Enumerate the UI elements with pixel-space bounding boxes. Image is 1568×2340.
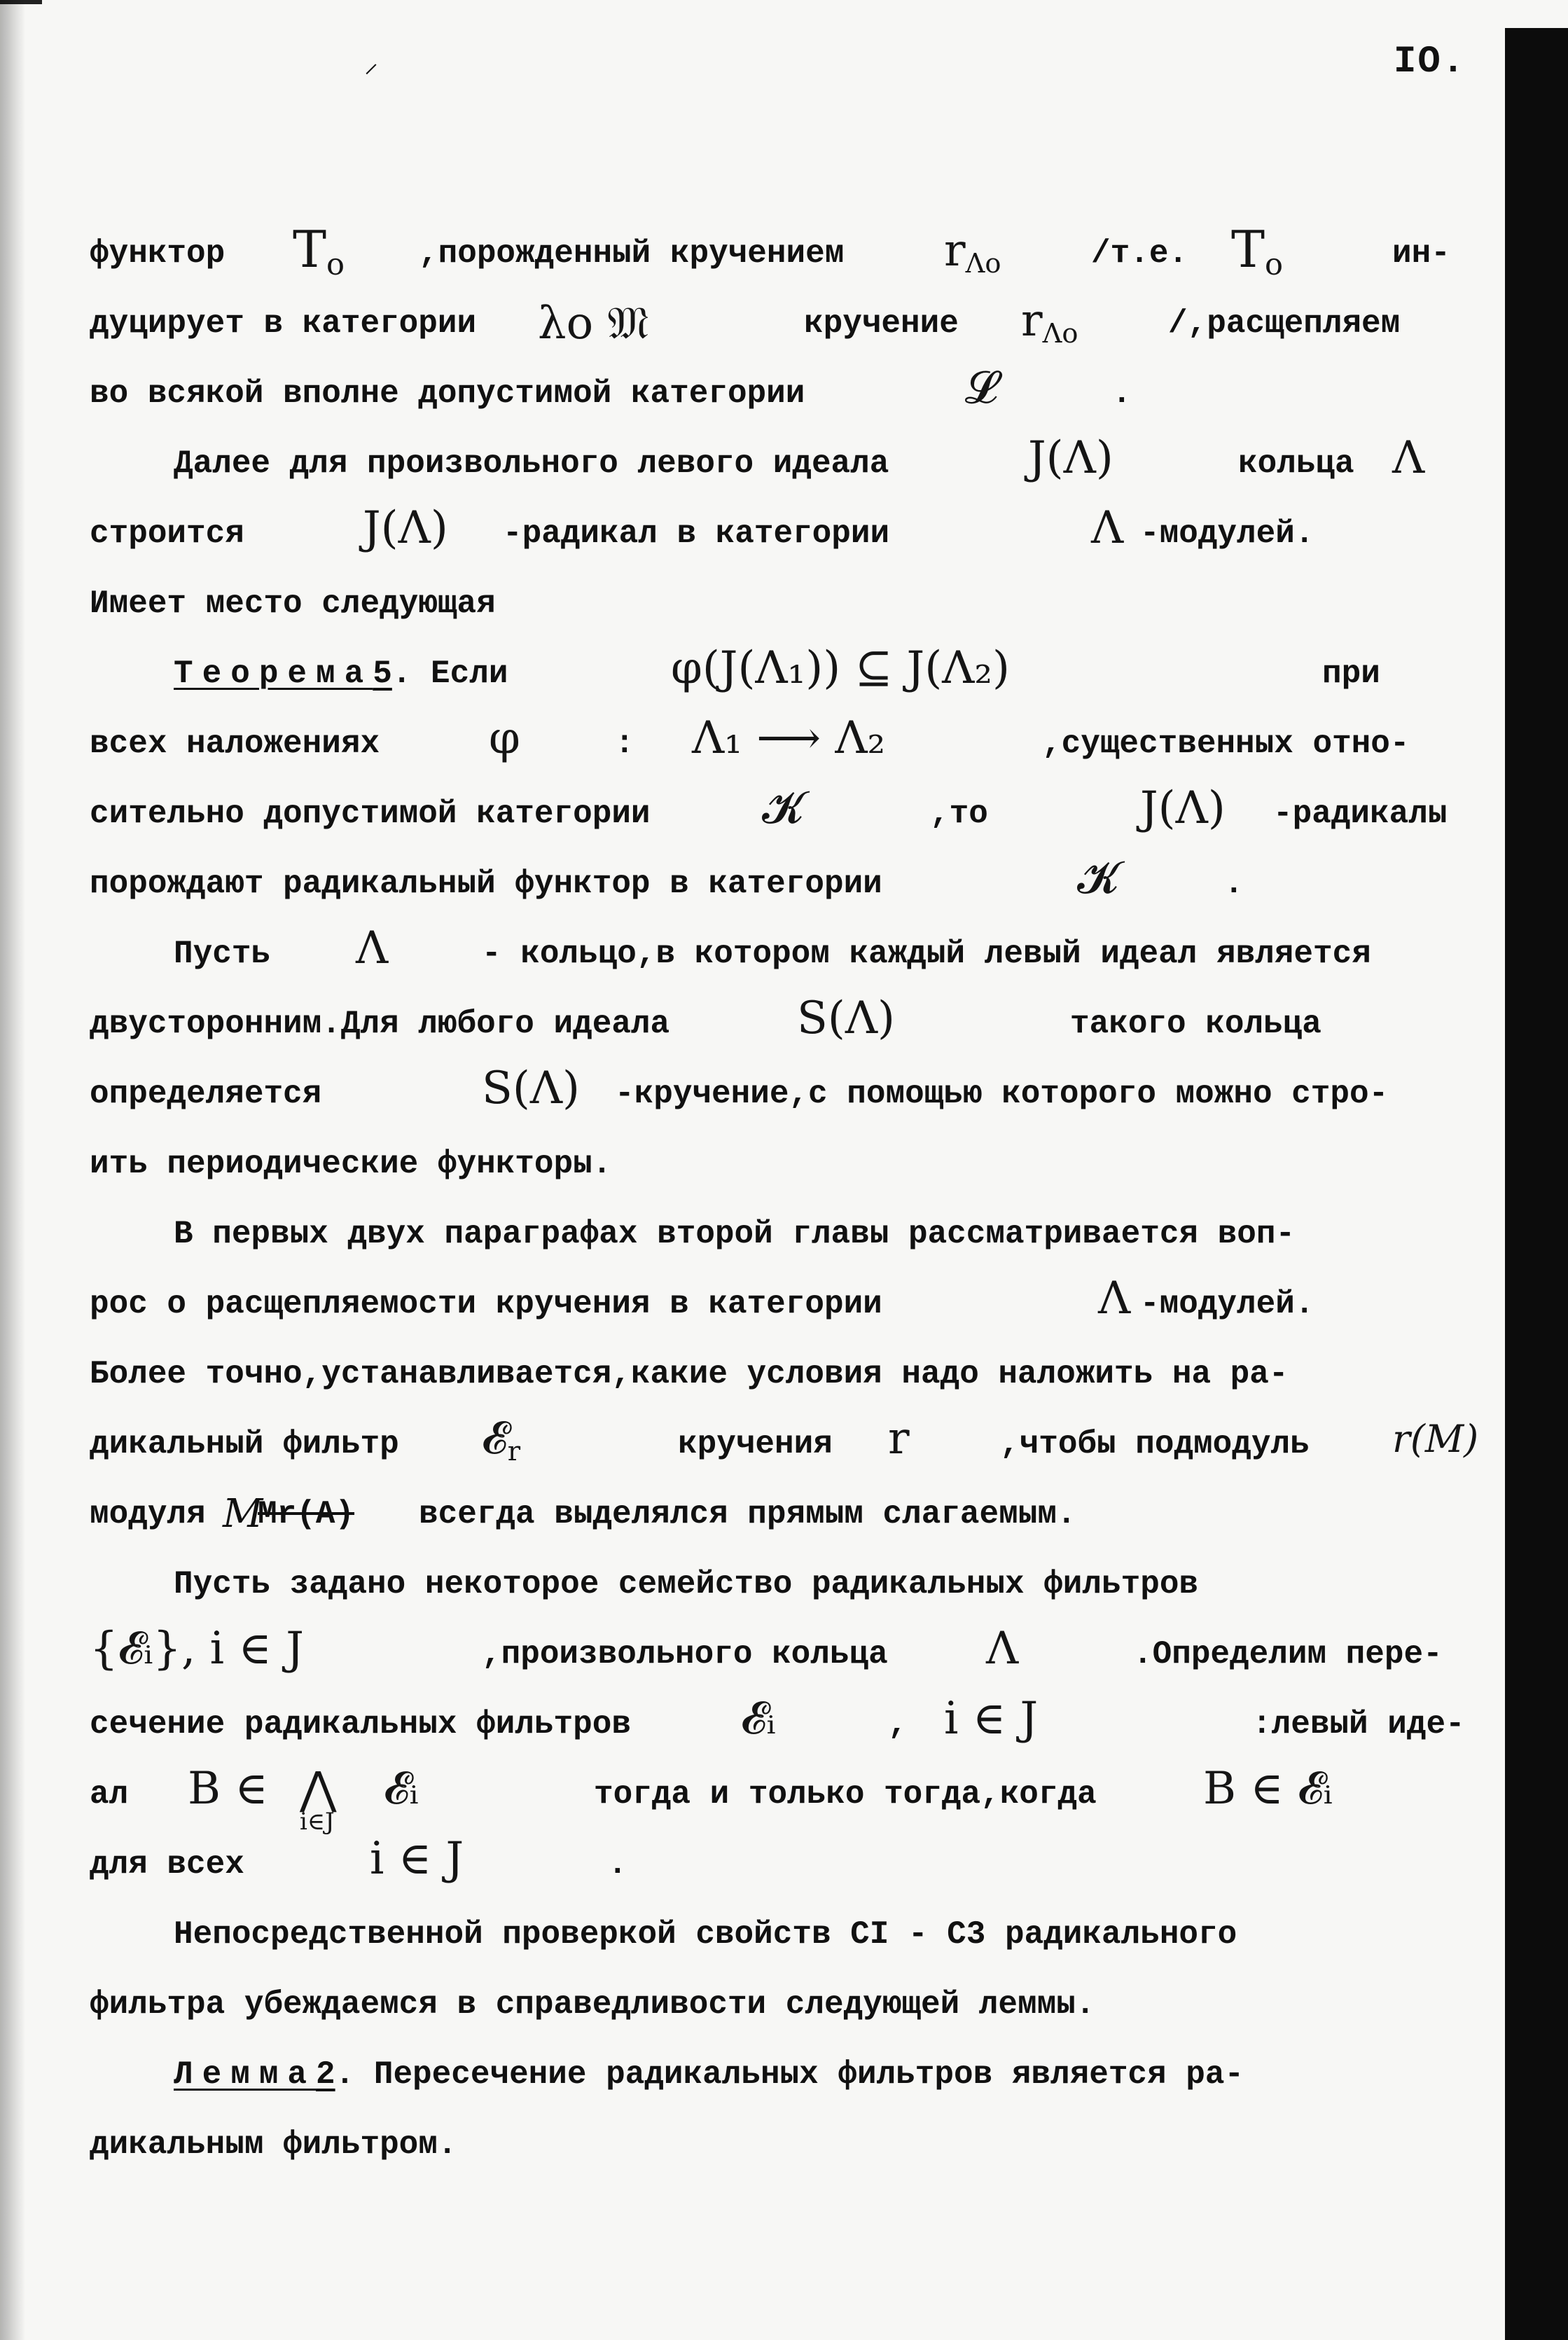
text-run: /,расщепляем (1168, 305, 1401, 342)
text-run: кручение (804, 305, 959, 342)
text-line (90, 289, 1483, 359)
text-line (90, 919, 1483, 989)
text-run: двусторонним.Для любого идеала (90, 1006, 670, 1042)
text-line (90, 1969, 1483, 2040)
math-J-Lambda: J(Λ) (1028, 432, 1113, 484)
text-run: . (1112, 375, 1132, 412)
text-line (90, 359, 1483, 429)
text-run: :левый иде- (1252, 1706, 1465, 1743)
text-run: кольца (1238, 445, 1354, 482)
math-r-lambda0: rΛo (944, 225, 1001, 279)
math-meet: ⋀ (300, 1763, 337, 1815)
math-Lambda: Λ (356, 922, 389, 974)
text-line (90, 1129, 1483, 1199)
math-i-in-J: i ∈ J (944, 1693, 1039, 1745)
math-Lambda: Λ (1091, 502, 1124, 554)
text-run: всегда выделялся прямым слагаемым. (419, 1496, 1076, 1532)
math-filter-family: {𝓔ᵢ}, i ∈ J (90, 1623, 304, 1675)
text-line (90, 849, 1483, 919)
text-line (90, 989, 1483, 1059)
lemma-heading: Лемма2. Пересечение радикальных фильтров является ра- (174, 2056, 1244, 2093)
text-run: : (615, 726, 634, 762)
text-line (90, 219, 1483, 289)
text-run: дуцирует в категории (90, 305, 477, 342)
text-run: определяется (90, 1076, 322, 1112)
math-B-in: B ∈ (188, 1763, 268, 1815)
math-lambda0-M: λo 𝔐 (538, 298, 649, 349)
text-run: функтор (90, 235, 226, 272)
text-line (90, 709, 1483, 779)
text-run: сительно допустимой категории (90, 796, 651, 832)
text-run: порождают радикальный функтор в категории (90, 866, 882, 902)
text-run: ,то (930, 796, 988, 832)
text-run: ,чтобы подмодуль (1000, 1426, 1310, 1462)
text-run: тогда и только тогда,когда (594, 1776, 1097, 1813)
math-cal-K: 𝓚 (762, 782, 804, 834)
math-T0: To (1231, 220, 1284, 282)
text-line (90, 1899, 1483, 1969)
text-run: -радикалы (1273, 796, 1448, 832)
math-Lambda: Λ (1392, 432, 1425, 484)
text-run: ин- (1392, 235, 1450, 272)
text-run: модуля (90, 1496, 206, 1532)
math-cal-L: 𝓛 (965, 362, 998, 414)
math-theorem5-condition: φ(J(Λ₁)) ⊆ J(Λ₂) (671, 642, 1010, 694)
text-line (90, 1199, 1483, 1269)
text-run: ,порожденный кручением (419, 235, 845, 272)
text-run: ал (90, 1776, 129, 1813)
math-meet-index: i∈J (300, 1808, 335, 1836)
math-cal-K: 𝓚 (1077, 852, 1119, 904)
text-line (90, 2040, 1483, 2110)
text-line (90, 429, 1483, 499)
text-run: - кольцо,в котором каждый левый идеал является (482, 936, 1371, 972)
text-run: ить периодические функторы. (90, 1146, 612, 1182)
text-line (90, 1759, 1483, 1836)
text-run: , (888, 1706, 908, 1743)
text-run: такого кольца (1070, 1006, 1321, 1042)
text-line (90, 1479, 1483, 1549)
text-run: . (608, 1846, 627, 1883)
text-line (90, 2110, 1483, 2180)
math-J-Lambda: J(Λ) (363, 502, 448, 554)
math-i-in-J: i ∈ J (370, 1833, 464, 1885)
text-run: Более точно,устанавливается,какие условия надо наложить на ра- (90, 1356, 1289, 1392)
text-line (90, 569, 1483, 639)
math-B-in-E-i: B ∈ 𝓔ᵢ (1203, 1763, 1333, 1815)
text-run: ,существенных отно- (1042, 726, 1410, 762)
math-phi: φ (489, 712, 520, 764)
struck-text: Mr(A) (258, 1496, 355, 1532)
text-run: -кручение,с помощью которого можно стро- (615, 1076, 1389, 1112)
math-T0: To (293, 220, 345, 282)
text-run: сечение радикальных фильтров (90, 1706, 631, 1743)
text-run: -модулей. (1140, 1286, 1314, 1322)
text-run: строится (90, 515, 244, 552)
text-run: всех наложениях (90, 726, 380, 762)
text-run: . (1224, 866, 1244, 902)
text-run: -радикал в категории (503, 515, 890, 552)
text-line (90, 1619, 1483, 1689)
theorem-heading: Теорема5. Если (174, 656, 508, 692)
page-number: IO. (1394, 41, 1466, 83)
text-run: при (1322, 656, 1380, 692)
text-line (90, 1549, 1483, 1619)
text-run: рос о расщепляемости кручения в категории (90, 1286, 882, 1322)
math-M-handwritten: M (223, 1491, 263, 1537)
math-E-r: 𝓔r (482, 1413, 521, 1467)
text-run: .Определим пере- (1133, 1636, 1443, 1673)
text-line (90, 1829, 1483, 1899)
text-run: /т.е. (1091, 235, 1188, 272)
text-run: Пусть задано некоторое семейство радикальных фильтров (174, 1566, 1199, 1602)
text-line (90, 499, 1483, 569)
math-map: Λ₁ ⟶ Λ₂ (692, 712, 886, 764)
text-run: Непосредственной проверкой свойств CI - C3 радикального (174, 1916, 1237, 1953)
text-run: ,произвольного кольца (482, 1636, 888, 1673)
math-Lambda: Λ (1098, 1273, 1131, 1324)
text-run: кручения (678, 1426, 833, 1462)
stray-mark: ⸝ (364, 50, 378, 81)
math-S-Lambda: S(Λ) (797, 992, 895, 1044)
text-run: Пусть (174, 936, 271, 972)
text-line (90, 639, 1483, 709)
text-run: В первых двух параграфах второй главы рассматривается воп- (174, 1216, 1296, 1252)
text-run: дикальный фильтр (90, 1426, 399, 1462)
math-Lambda: Λ (986, 1623, 1019, 1675)
math-S-Lambda: S(Λ) (482, 1062, 580, 1114)
text-line (90, 1339, 1483, 1409)
text-line (90, 1059, 1483, 1129)
math-E-i: 𝓔ᵢ (741, 1693, 776, 1745)
math-r-lambda0: rΛo (1021, 295, 1078, 349)
text-line (90, 1409, 1483, 1479)
scan-binding-bar (1505, 28, 1568, 2340)
text-line (90, 779, 1483, 849)
text-run: фильтра убеждаемся в справедливости следующей леммы. (90, 1986, 1095, 2023)
math-J-Lambda: J(Λ) (1140, 782, 1226, 834)
text-line (90, 1689, 1483, 1759)
math-r: r (888, 1413, 910, 1465)
text-run: во всякой вполне допустимой категории (90, 375, 805, 412)
scan-left-shadow (0, 0, 25, 2340)
math-E-i: 𝓔ᵢ (384, 1763, 419, 1815)
text-run: Имеет место следующая (90, 586, 496, 622)
text-run: для всех (90, 1846, 244, 1883)
math-r-M-handwritten: r(M) (1392, 1417, 1479, 1461)
text-run: дикальным фильтром. (90, 2126, 457, 2163)
text-run: Далее для произвольного левого идеала (174, 445, 889, 482)
text-run: -модулей. (1140, 515, 1314, 552)
text-line (90, 1269, 1483, 1339)
